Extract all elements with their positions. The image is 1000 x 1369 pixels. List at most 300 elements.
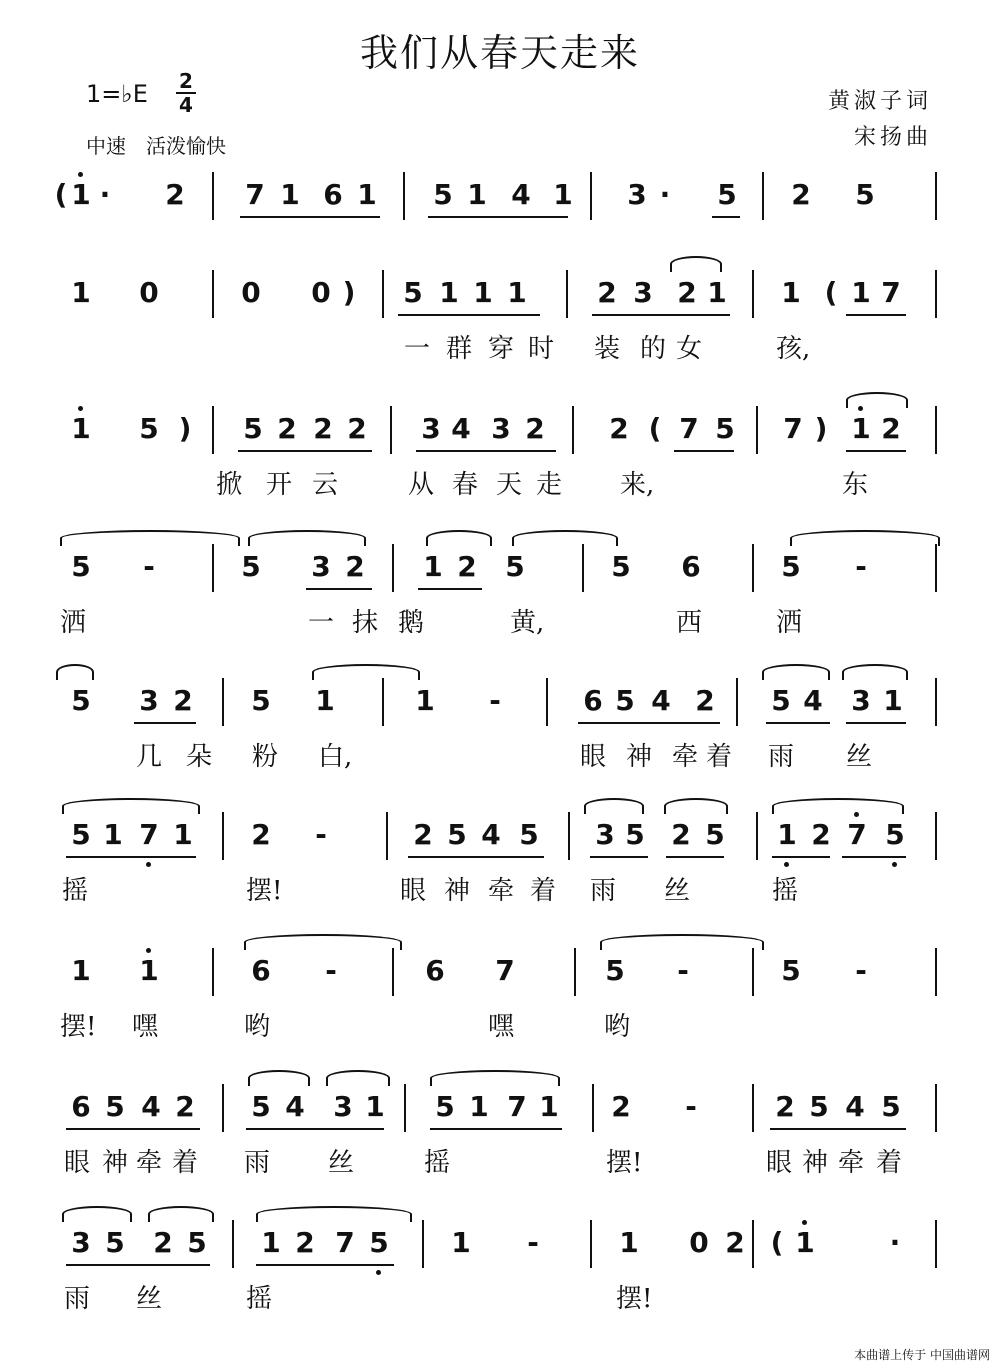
note: 2 [609, 412, 629, 445]
note: 5 [885, 818, 905, 851]
barline [582, 544, 584, 592]
note: 5 [433, 178, 453, 211]
lyric-syllable: 洒 [776, 608, 803, 638]
note: 6 [681, 550, 701, 583]
note: · [659, 178, 671, 211]
lyric-syllable: 摇 [424, 1148, 451, 1178]
lyric-syllable: 丝 [328, 1148, 355, 1178]
slur-arc [148, 1206, 214, 1222]
page-title: 我们从春天走来 [359, 31, 640, 75]
lyric-syllable: 眼 [580, 742, 607, 772]
note: 5 [781, 550, 801, 583]
note: 5 [71, 684, 91, 717]
barline [222, 1084, 224, 1132]
note: 2 [457, 550, 477, 583]
slur-arc [312, 664, 420, 680]
barline [382, 270, 384, 318]
stave-line [0, 178, 1000, 288]
note: 2 [251, 818, 271, 851]
barline [935, 1220, 937, 1268]
beam-underline [846, 450, 906, 452]
slur-arc [426, 530, 492, 546]
note: 3 [333, 1090, 353, 1123]
note: 3 [851, 684, 871, 717]
note: 1 [423, 550, 443, 583]
lyric-syllable: 摇 [246, 1284, 273, 1314]
lyric-syllable: 东 [842, 470, 869, 500]
lyric-syllable: 着 [530, 876, 557, 906]
lyric-syllable: 雨 [64, 1284, 91, 1314]
beam-underline [846, 722, 906, 724]
note: 5 [251, 1090, 271, 1123]
note: 3 [491, 412, 511, 445]
note: 2 [277, 412, 297, 445]
lyric-syllable: 牵 [672, 742, 699, 772]
barline [752, 1220, 754, 1268]
beam-underline [430, 1128, 562, 1130]
beam-underline [590, 856, 648, 858]
note: 3 [633, 276, 653, 309]
octave-dot-up [146, 948, 151, 953]
note: ( [770, 1226, 784, 1259]
beam-underline [592, 314, 730, 316]
stave-line [0, 276, 1000, 386]
note: 1 [473, 276, 493, 309]
lyric-syllable: 群 [446, 334, 473, 364]
lyric-syllable: 神 [102, 1148, 129, 1178]
note: 1 [139, 954, 159, 987]
lyric-syllable: 鹅 [398, 608, 425, 638]
barline [752, 1084, 754, 1132]
note: ( [648, 412, 662, 445]
stave-line [0, 412, 1000, 522]
beam-underline [842, 856, 906, 858]
lyric-syllable: 时 [528, 334, 555, 364]
stave-line [0, 550, 1000, 660]
note: - [855, 954, 867, 987]
note: 1 [553, 178, 573, 211]
lyric-syllable: 粉 [252, 742, 279, 772]
barline [935, 172, 937, 220]
note: 1 [71, 276, 91, 309]
lyric-syllable: 雨 [244, 1148, 271, 1178]
note: 5 [717, 178, 737, 211]
lyric-syllable: 装 [594, 334, 621, 364]
lyric-syllable: 神 [444, 876, 471, 906]
octave-dot-down [146, 862, 151, 867]
note: ( [54, 178, 68, 211]
beam-underline [712, 216, 740, 218]
barline [935, 406, 937, 454]
slur-arc [244, 934, 402, 950]
barline [590, 1220, 592, 1268]
note: - [489, 684, 501, 717]
lyric-syllable: 神 [626, 742, 653, 772]
slur-arc [62, 798, 200, 814]
beam-underline [134, 722, 196, 724]
note: 0 [311, 276, 331, 309]
note: 7 [245, 178, 265, 211]
beam-underline [238, 450, 372, 452]
slur-arc [664, 798, 728, 814]
lyric-syllable: 朵 [186, 742, 213, 772]
lyric-syllable: 丝 [136, 1284, 163, 1314]
lyric-syllable: 开 [266, 470, 293, 500]
lyric-syllable: 摆! [60, 1012, 97, 1042]
note: 5 [403, 276, 423, 309]
slur-arc [584, 798, 644, 814]
note: 1 [781, 276, 801, 309]
lyric-syllable: 牵 [488, 876, 515, 906]
note: 5 [243, 412, 263, 445]
barline [762, 172, 764, 220]
octave-dot-down [892, 862, 897, 867]
barline [212, 948, 214, 996]
note: 5 [105, 1226, 125, 1259]
note: 5 [809, 1090, 829, 1123]
note: 0 [241, 276, 261, 309]
note: 0 [689, 1226, 709, 1259]
note: 1 [103, 818, 123, 851]
lyric-syllable: 孩, [776, 334, 811, 364]
note: 6 [323, 178, 343, 211]
note: 3 [139, 684, 159, 717]
note: 5 [71, 550, 91, 583]
lyric-syllable: 雨 [768, 742, 795, 772]
note: - [315, 818, 327, 851]
note: 1 [795, 1226, 815, 1259]
lyric-syllable: 天 [496, 470, 523, 500]
lyric-syllable: 丝 [846, 742, 873, 772]
note: 5 [855, 178, 875, 211]
lyric-syllable: 几 [136, 742, 163, 772]
lyric-syllable: 嘿 [132, 1012, 159, 1042]
note: 7 [507, 1090, 527, 1123]
note: 7 [139, 818, 159, 851]
note: · [889, 1226, 901, 1259]
barline [212, 544, 214, 592]
slur-arc [772, 798, 904, 814]
note: ) [814, 412, 828, 445]
slur-arc [846, 392, 908, 408]
note: 5 [369, 1226, 389, 1259]
octave-dot-down [376, 1270, 381, 1275]
barline [752, 948, 754, 996]
note: 5 [71, 818, 91, 851]
slur-arc [762, 664, 830, 680]
note: 1 [280, 178, 300, 211]
note: 2 [165, 178, 185, 211]
note: ) [342, 276, 356, 309]
lyric-syllable: 着 [876, 1148, 903, 1178]
barline [403, 172, 405, 220]
beam-underline [674, 450, 734, 452]
barline [386, 812, 388, 860]
note: 5 [615, 684, 635, 717]
lyric-syllable: 摆! [246, 876, 283, 906]
barline [935, 678, 937, 726]
note: 5 [715, 412, 735, 445]
barline [935, 1084, 937, 1132]
barline [574, 948, 576, 996]
lyric-syllable: 走 [536, 470, 563, 500]
note: 2 [725, 1226, 745, 1259]
lyric-syllable: 春 [452, 470, 479, 500]
barline [566, 270, 568, 318]
note: 5 [881, 1090, 901, 1123]
note: 6 [251, 954, 271, 987]
note: 7 [495, 954, 515, 987]
lyric-syllable: 眼 [400, 876, 427, 906]
note: 2 [791, 178, 811, 211]
note: 1 [71, 178, 91, 211]
note: 2 [295, 1226, 315, 1259]
lyric-syllable: 云 [312, 470, 339, 500]
note: 4 [141, 1090, 161, 1123]
barline [572, 406, 574, 454]
note: 1 [539, 1090, 559, 1123]
octave-dot-up [78, 406, 83, 411]
lyric-syllable: 一 [308, 608, 335, 638]
note: · [99, 178, 111, 211]
barline [756, 812, 758, 860]
note: 1 [315, 684, 335, 717]
note: 1 [357, 178, 377, 211]
note: 5 [781, 954, 801, 987]
beam-underline [256, 1264, 394, 1266]
note: 1 [173, 818, 193, 851]
note: 2 [597, 276, 617, 309]
note: 2 [347, 412, 367, 445]
lyric-syllable: 神 [802, 1148, 829, 1178]
note: 3 [71, 1226, 91, 1259]
note: 5 [625, 818, 645, 851]
key-signature: 1=♭E [86, 80, 148, 108]
note: 2 [611, 1090, 631, 1123]
barline [590, 172, 592, 220]
note: - [325, 954, 337, 987]
lyric-syllable: 摆! [606, 1148, 643, 1178]
note: - [855, 550, 867, 583]
lyric-syllable: 掀 [216, 470, 243, 500]
lyric-syllable: 哟 [604, 1012, 631, 1042]
beam-underline [66, 1128, 200, 1130]
lyricist: 黄淑子词 [827, 89, 932, 114]
note: 2 [153, 1226, 173, 1259]
slur-arc [670, 256, 722, 272]
slur-arc [56, 664, 94, 680]
beam-underline [766, 722, 830, 724]
slur-arc [248, 1070, 310, 1086]
note: 7 [783, 412, 803, 445]
slur-arc [326, 1070, 390, 1086]
note: 2 [525, 412, 545, 445]
octave-dot-up [78, 172, 83, 177]
beam-underline [246, 1128, 384, 1130]
barline [212, 406, 214, 454]
lyric-syllable: 穿 [488, 334, 515, 364]
barline [935, 812, 937, 860]
lyric-syllable: 丝 [664, 876, 691, 906]
note: 7 [679, 412, 699, 445]
lyric-syllable: 一 [404, 334, 431, 364]
slur-arc [60, 530, 240, 546]
note: 5 [771, 684, 791, 717]
octave-dot-down [784, 862, 789, 867]
tempo-marking: 中速 活泼愉快 [86, 134, 226, 158]
note: 5 [519, 818, 539, 851]
slur-arc [430, 1070, 560, 1086]
note: 5 [435, 1090, 455, 1123]
note: 2 [671, 818, 691, 851]
lyric-syllable: 着 [706, 742, 733, 772]
barline [592, 1084, 594, 1132]
note: 5 [251, 684, 271, 717]
barline [404, 1084, 406, 1132]
stave-line [0, 818, 1000, 928]
note: 5 [611, 550, 631, 583]
stave-line [0, 1090, 1000, 1200]
lyric-syllable: 雨 [590, 876, 617, 906]
barline [935, 948, 937, 996]
lyric-syllable: 洒 [60, 608, 87, 638]
barline [736, 678, 738, 726]
lyric-syllable: 西 [676, 608, 703, 638]
note: 6 [583, 684, 603, 717]
note: 1 [365, 1090, 385, 1123]
barline [546, 678, 548, 726]
beam-underline [416, 450, 556, 452]
slur-arc [62, 1206, 132, 1222]
slur-arc [842, 664, 908, 680]
note: 3 [627, 178, 647, 211]
slur-arc [248, 530, 366, 546]
barline [935, 544, 937, 592]
barline [752, 544, 754, 592]
note: 1 [777, 818, 797, 851]
note: 5 [605, 954, 625, 987]
barline [212, 172, 214, 220]
note: 2 [775, 1090, 795, 1123]
note: 1 [851, 412, 871, 445]
lyric-syllable: 眼 [64, 1148, 91, 1178]
barline [222, 812, 224, 860]
lyric-syllable: 牵 [838, 1148, 865, 1178]
note: 7 [881, 276, 901, 309]
note: ) [178, 412, 192, 445]
note: 3 [595, 818, 615, 851]
note: 6 [71, 1090, 91, 1123]
slur-arc [600, 934, 764, 950]
note: 5 [241, 550, 261, 583]
note: 1 [71, 412, 91, 445]
beam-underline [306, 588, 372, 590]
beam-underline [66, 1264, 210, 1266]
note: 5 [505, 550, 525, 583]
note: ( [824, 276, 838, 309]
beam-underline [418, 588, 482, 590]
beam-underline [66, 856, 196, 858]
note: 1 [469, 1090, 489, 1123]
note: 1 [451, 1226, 471, 1259]
lyric-syllable: 着 [172, 1148, 199, 1178]
note: - [527, 1226, 539, 1259]
note: 4 [285, 1090, 305, 1123]
note: 2 [811, 818, 831, 851]
lyric-syllable: 眼 [766, 1148, 793, 1178]
barline [222, 678, 224, 726]
beam-underline [772, 856, 830, 858]
note: 4 [845, 1090, 865, 1123]
note: 2 [313, 412, 333, 445]
note: 7 [847, 818, 867, 851]
stave-line [0, 954, 1000, 1064]
beam-underline [408, 856, 544, 858]
barline [232, 1220, 234, 1268]
barline [392, 948, 394, 996]
note: 1 [619, 1226, 639, 1259]
note: 1 [883, 684, 903, 717]
note: 5 [139, 412, 159, 445]
beam-underline [398, 314, 540, 316]
note: 2 [695, 684, 715, 717]
time-signature [176, 70, 196, 116]
barline [382, 678, 384, 726]
note: 5 [187, 1226, 207, 1259]
lyric-syllable: 白, [318, 742, 353, 772]
lyric-syllable: 从 [408, 470, 435, 500]
lyric-syllable: 来, [620, 470, 655, 500]
beam-underline [666, 856, 724, 858]
note: 5 [447, 818, 467, 851]
note: 2 [881, 412, 901, 445]
note: - [143, 550, 155, 583]
note: 1 [467, 178, 487, 211]
beam-underline [846, 314, 906, 316]
note: 6 [425, 954, 445, 987]
note: 1 [415, 684, 435, 717]
note: 7 [335, 1226, 355, 1259]
barline [756, 406, 758, 454]
composer: 宋扬曲 [853, 125, 932, 150]
note: 2 [173, 684, 193, 717]
stave-line [0, 684, 1000, 794]
beam-underline [770, 1128, 906, 1130]
note: 2 [175, 1090, 195, 1123]
slur-arc [512, 530, 618, 546]
lyric-syllable: 摆! [616, 1284, 653, 1314]
lyric-syllable: 摇 [772, 876, 799, 906]
note: 0 [139, 276, 159, 309]
note: 1 [507, 276, 527, 309]
lyric-syllable: 黄, [510, 608, 545, 638]
octave-dot-up [802, 1220, 807, 1225]
barline [752, 270, 754, 318]
note: 5 [705, 818, 725, 851]
lyric-syllable: 牵 [136, 1148, 163, 1178]
barline [212, 270, 214, 318]
beam-underline [578, 722, 720, 724]
slur-arc [790, 530, 940, 546]
lyric-syllable: 的 [640, 334, 667, 364]
footer-credit: 本曲谱上传于 中国曲谱网 [854, 1348, 990, 1362]
note: 5 [105, 1090, 125, 1123]
note: 3 [311, 550, 331, 583]
note: - [685, 1090, 697, 1123]
note: 3 [421, 412, 441, 445]
note: - [677, 954, 689, 987]
barline [935, 270, 937, 318]
